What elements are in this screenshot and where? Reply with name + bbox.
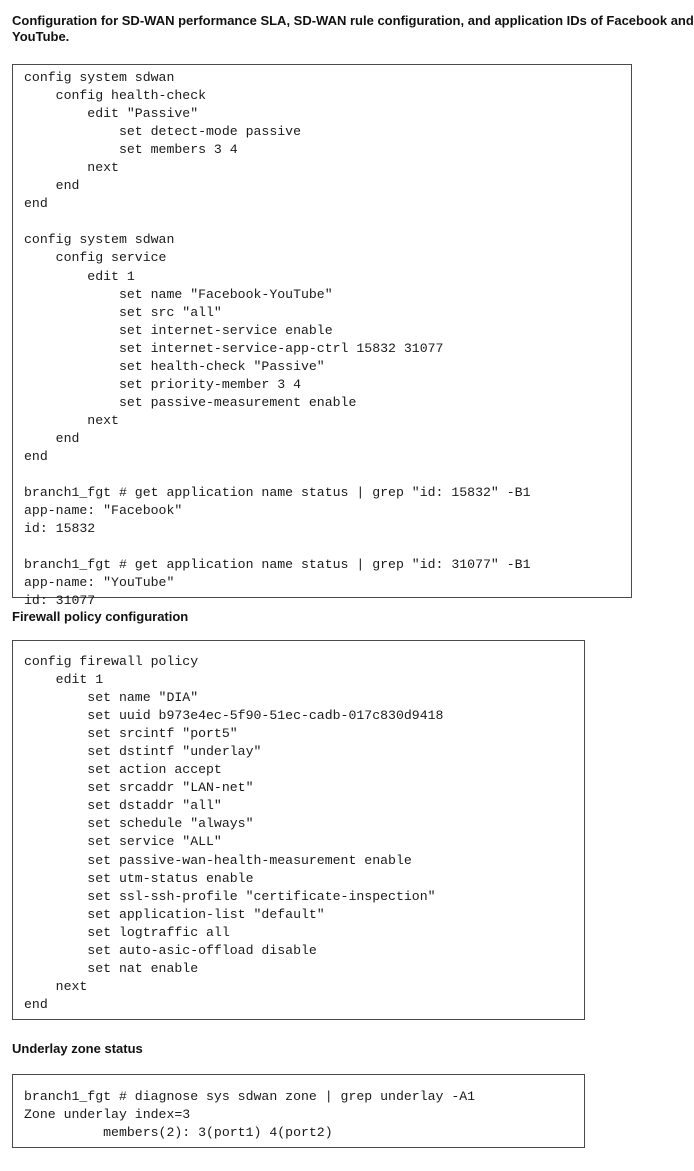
underlay-zone-code-box xyxy=(12,1074,585,1148)
sdwan-config-heading: Configuration for SD-WAN performance SLA, SD-WAN rule configuration, and application IDs of Facebook and YouTube. xyxy=(12,13,694,44)
underlay-zone-code: branch1_fgt # diagnose sys sdwan zone | grep underlay -A1 Zone underlay index=3 members(2): 3(port1) 4(port2) xyxy=(24,1089,476,1141)
firewall-policy-code: config firewall policy edit 1 set name "DIA" set uuid b973e4ec-5f90-51ec-cadb-017c830d9418 set srcintf "port5" set dstintf "underlay" set action accept set srcaddr "LAN-net" set dstaddr "all" set schedule "always" set service "ALL" set passive-wan-health-measurement enable set utm-status enable set ssl-ssh-profile "certificate-inspection" set application-list "default" set logtraffic all set auto-asic-offload disable set nat enable next end xyxy=(24,654,444,1012)
sdwan-config-code: config system sdwan config health-check edit "Passive" set detect-mode passive set members 3 4 next end end config system sdwan config service edit 1 set name "Facebook-YouTube" set src "all" set internet-service enable set internet-service-app-ctrl 15832 31077 set health-check "Passive" set priority-member 3 4 set passive-measurement enable next end end branch1_fgt # get application name status | grep "id: 15832" -B1 app-name: "Facebook" id: 15832 branch1_fgt # get application name status | grep "id: 31077" -B1 app-name: "YouTube" id: 31077 xyxy=(24,70,531,609)
underlay-zone-heading: Underlay zone status xyxy=(12,1041,143,1056)
firewall-policy-code-box xyxy=(12,640,585,1020)
firewall-policy-heading: Firewall policy configuration xyxy=(12,609,189,624)
sdwan-config-code-box xyxy=(12,64,632,609)
